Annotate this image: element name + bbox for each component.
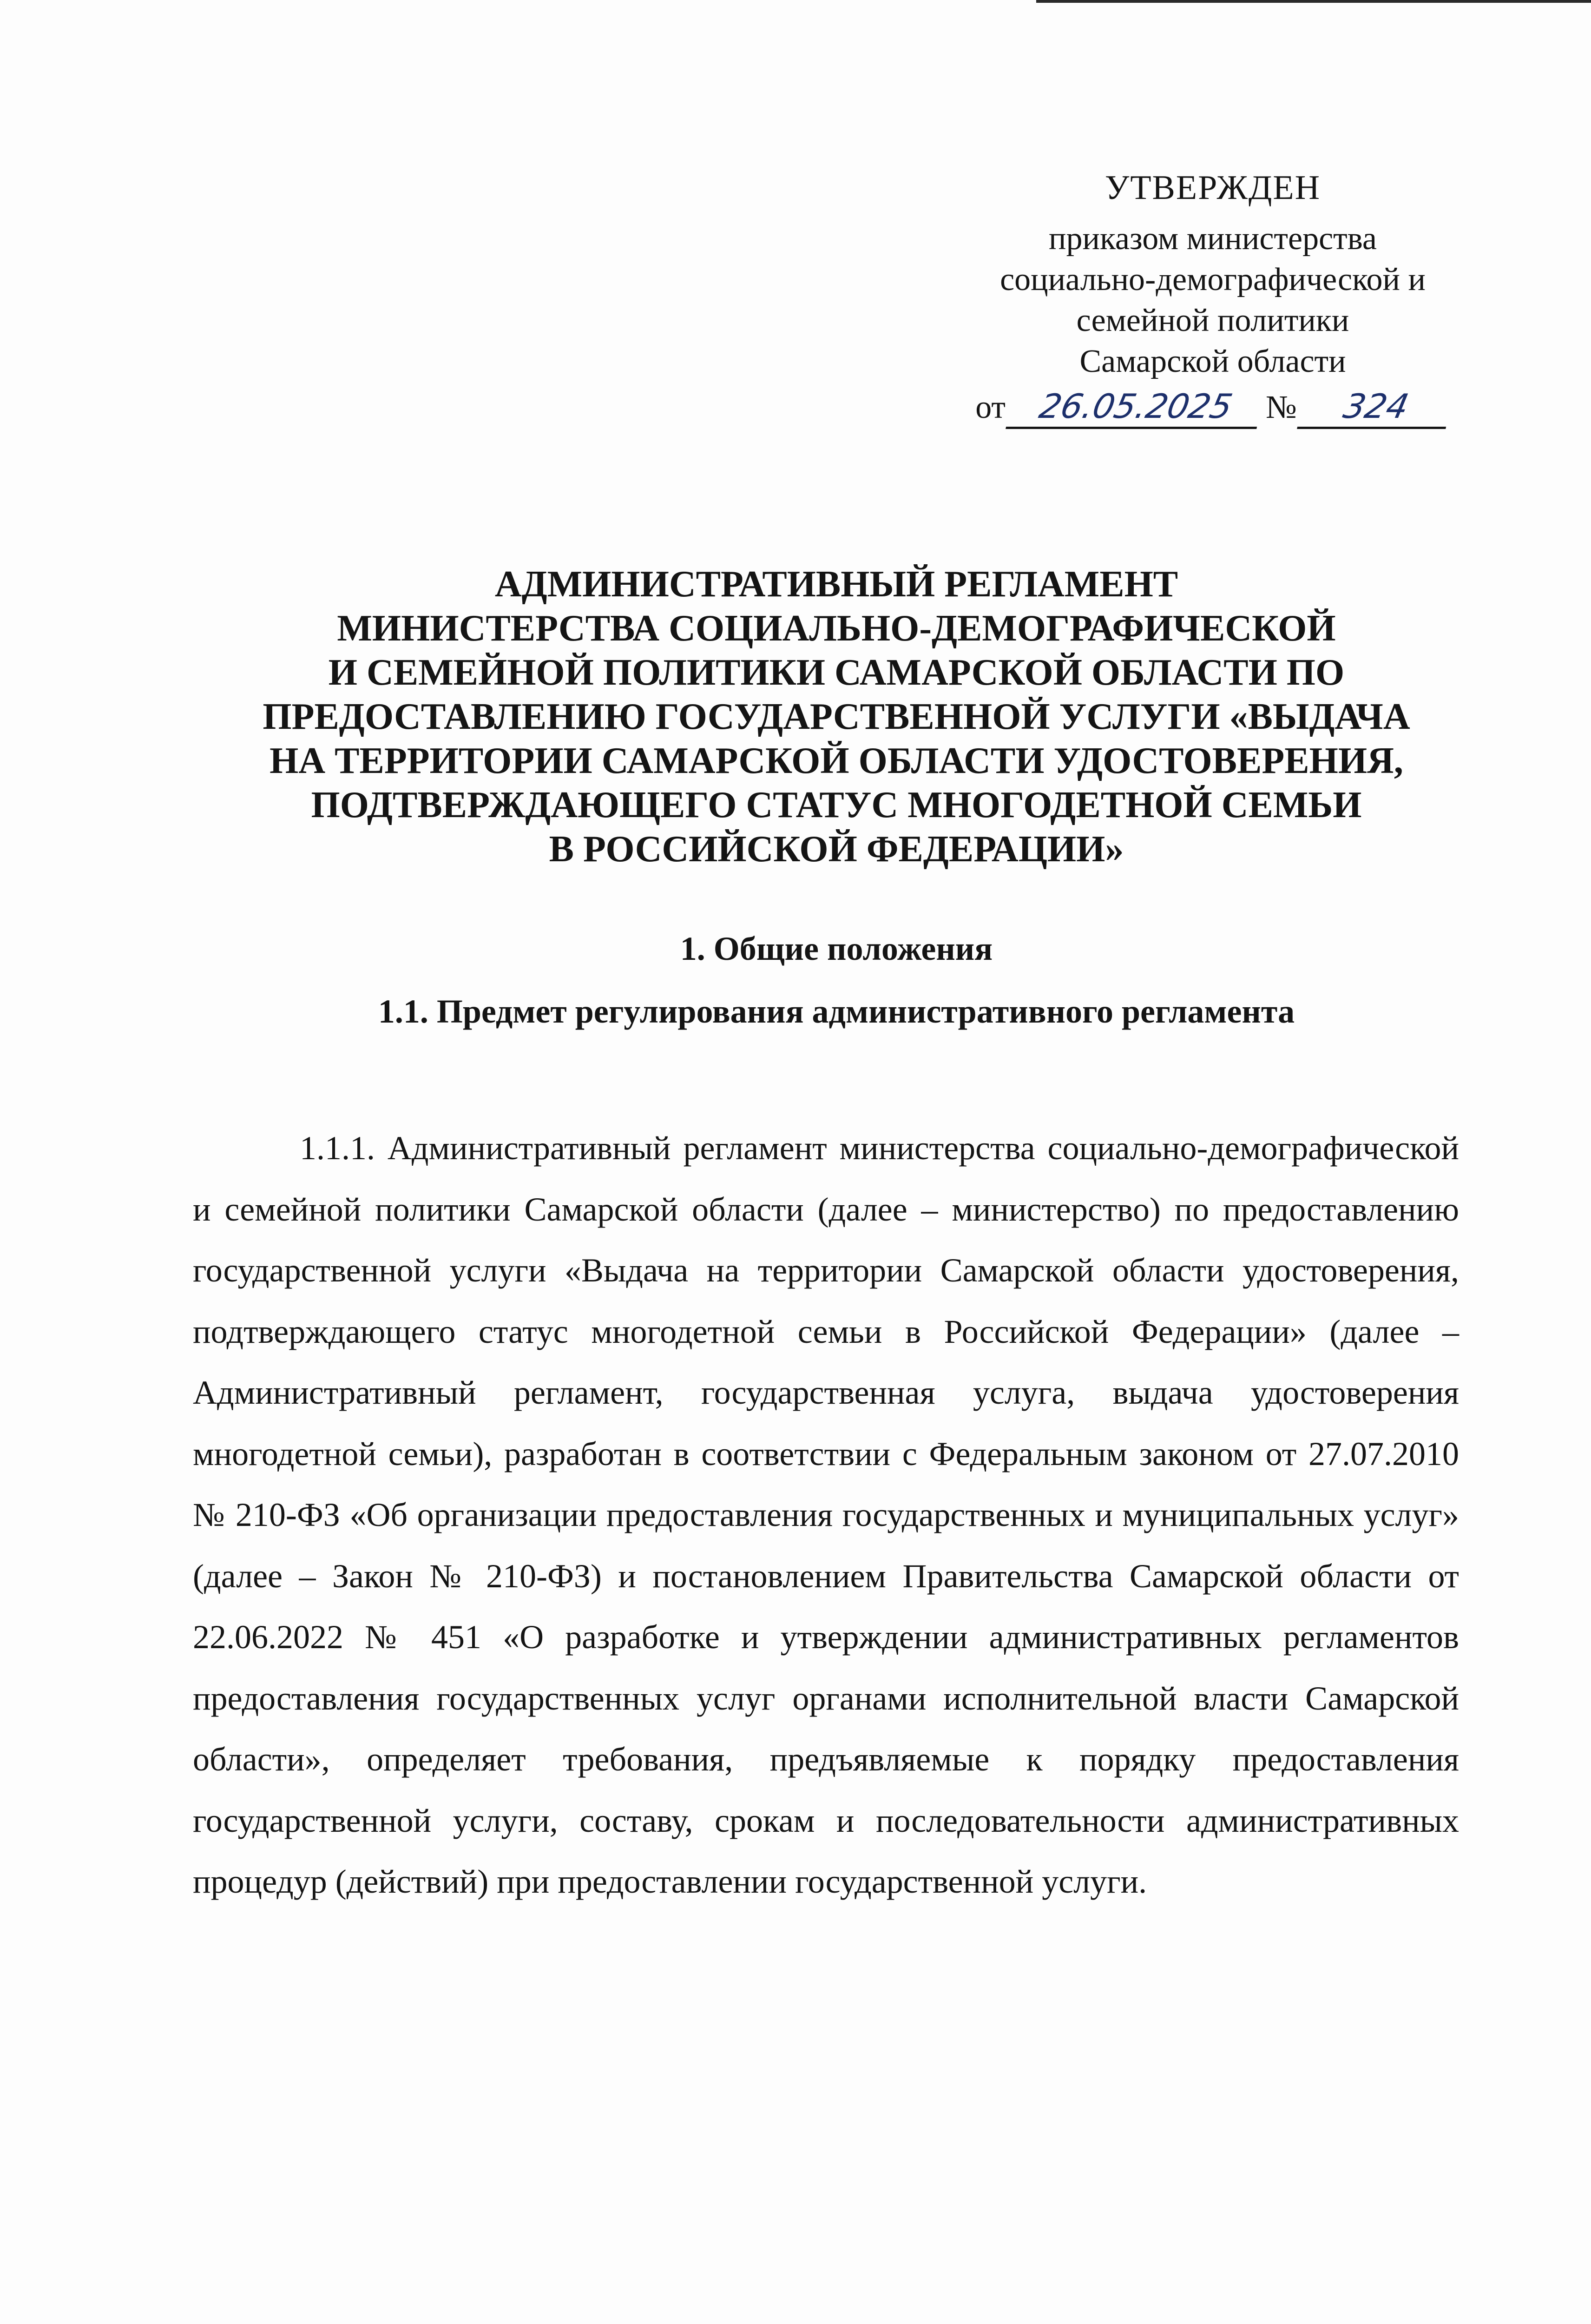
approval-line: семейной политики [1076,303,1349,338]
number-label: № [1265,390,1297,425]
title-line: В РОССИЙСКОЙ ФЕДЕРАЦИИ» [549,829,1124,870]
handwritten-date: 26.05.2025 [1006,386,1266,429]
approval-block [929,167,1496,429]
handwritten-order-number: 324 [1297,386,1455,429]
approval-date-line [929,386,1496,429]
title-line: МИНИСТЕРСТВА СОЦИАЛЬНО-ДЕМОГРАФИЧЕСКОЙ [337,608,1336,649]
section-heading: 1. Общие положения [680,930,993,967]
approval-line: приказом министерства [1049,221,1377,257]
document-title [158,562,1515,872]
approval-stamp: УТВЕРЖДЕН [1104,169,1321,207]
scan-edge-line [1036,0,1591,3]
title-line: ПОДТВЕРЖДАЮЩЕГО СТАТУС МНОГОДЕТНОЙ СЕМЬИ [311,785,1362,825]
title-line: ПРЕДОСТАВЛЕНИЮ ГОСУДАРСТВЕННОЙ УСЛУГИ «ВЫДАЧА [263,696,1410,737]
title-line: АДМИНИСТРАТИВНЫЙ РЕГЛАМЕНТ [494,564,1178,605]
title-line: НА ТЕРРИТОРИИ САМАРСКОЙ ОБЛАСТИ УДОСТОВЕРЕНИЯ, [270,740,1403,781]
section-subheading: 1.1. Предмет регулирования административного регламента [378,993,1295,1030]
date-prefix: от [975,390,1006,425]
approval-line: Самарской области [1079,343,1346,379]
title-line: И СЕМЕЙНОЙ ПОЛИТИКИ САМАРСКОЙ ОБЛАСТИ ПО [328,652,1345,693]
approval-line: социально-демографической и [1000,262,1426,297]
body-paragraph: 1.1.1. Административный регламент министерства социально-демографической и семейной политики Самарской области (далее – министерство) по предоставлению государственной услуги «Выдача на территории Самарской области удостоверения, подтверждающего статус многодетной семьи в Российской Федерации» (далее – Административный регламент, государственная услуга, выдача удостоверения многодетной семьи), разработан в соответствии с Федеральным законом от 27.07.2010 № 210-ФЗ «Об организации предоставления государственных и муниципальных услуг» (далее – Закон № 210-ФЗ) и постановлением Правительства Самарской области от 22.06.2022 № 451 «О разработке и утверждении административных регламентов предоставления государственных услуг органами исполнительной власти Самарской области», определяет требования, предъявляемые к порядку предоставления государственной услуги, составу, срокам и последовательности административных процедур (действий) при предоставлении государственной услуги. [193,1129,1459,1900]
